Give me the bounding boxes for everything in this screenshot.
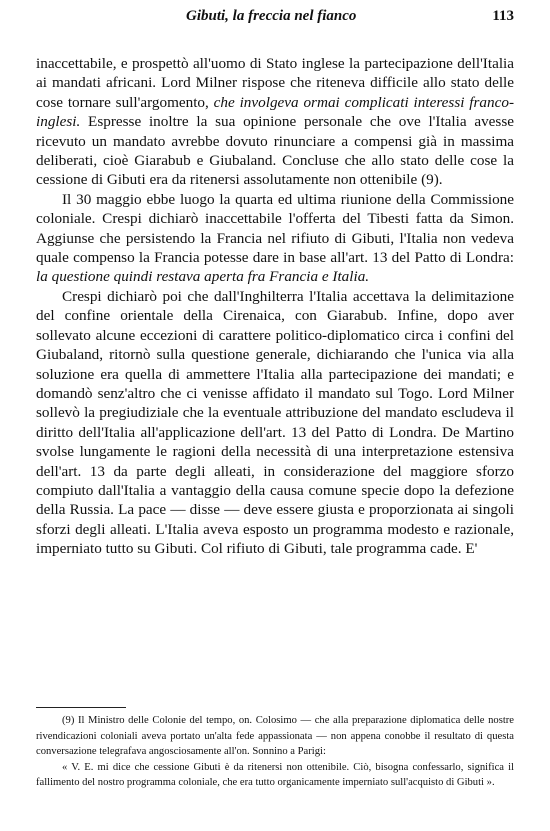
paragraph-3: [36, 287, 514, 559]
paragraph-1-text-end: Espresse inoltre la sua opinione personale che ove l'Italia avesse ricevuto un mandato avrebbe dovuto rinunciare a compensi già in massima deliberati, cioè Giarabub e Giubaland. Concluse che allo stato delle cose la cessione di Gibuti era da ritenersi assolutamente non ottenibile (9).: [36, 113, 514, 189]
page-header: [36, 8, 514, 32]
footnote-9-quote: « V. E. mi dice che cessione Gibuti è da ritenersi non ottenibile. Ciò, bisogna confessarlo, significa il fallimento del nostro programma coloniale, che era tutto organicamente imperniato sull'acquisto di Gibuti ».: [36, 761, 514, 788]
paragraph-1-italic: che involgeva ormai complicati interessi franco-inglesi.: [36, 93, 514, 131]
paragraph-1: [36, 54, 514, 190]
body-text: [36, 54, 514, 559]
paragraph-3-text: Crespi dichiarò poi che dall'Inghilterra l'Italia accettava la delimitazione del confine orientale della Cirenaica, con Giarabub. Infine, dopo aver sollevato alcune eccezioni di carattere politico-diplomatico circa i confini del Giubaland, ritornò sulla questione generale, dichiarando che l'unica via alla soluzione era quella di ammettere l'Italia alla partecipazione dei mandati; e domandò senz'altro che ci venisse affidato il mandato sul Togo. Lord Milner sollevò la pregiudiziale che la eventuale attribuzione del mandato escludeva il diritto dell'Italia all'applicazione dell'art. 13 del Patto di Londra. De Martino svolse lungamente le ragioni della necessità di una interpretazione estensiva dell'art. 13 da parte degli alleati, in considerazione del maggiore sforzo compiuto dall'Italia a vantaggio della causa comune specie dopo la defezione della Russia. La pace — disse — deve essere giusta e proporzionata ai singoli sforzi degli alleati. L'Italia aveva esposto un programma modesto e razionale, imperniato tutto su Gibuti. Col rifiuto di Gibuti, tale programma cade. E': [36, 287, 514, 558]
paragraph-2-italic: la questione quindi restava aperta fra Francia e Italia.: [36, 268, 370, 286]
paragraph-1-text: inaccettabile, e prospettò all'uomo di Stato inglese la partecipazione dell'Italia ai mandati africani. Lord Milner rispose che riteneva difficile allo stato delle cose tornare sull'argomento,: [36, 55, 514, 111]
page-number: 113: [492, 8, 514, 24]
footnote-9: (9) Il Ministro delle Colonie del tempo, on. Colosimo — che alla preparazione diplomatica delle nostre rivendicazioni coloniali aveva portato un'alta fede appassionata — non appena conobbe il resultato di questa conversazione telegrafava angosciosamente all'on. Sonnino a Parigi:: [36, 715, 514, 757]
paragraph-2-text: Il 30 maggio ebbe luogo la quarta ed ultima riunione della Commissione coloniale. Crespi dichiarò inaccettabile l'offerta del Tibesti fatta da Simon. Aggiunse che persistendo la Francia nel rifiuto di Gibuti, l'Italia non vedeva quale compenso la Francia potesse dare in base all'art. 13 del Patto di Londra:: [36, 190, 514, 267]
footnotes: [36, 713, 514, 791]
footnote-rule: [36, 707, 126, 708]
running-title: Gibuti, la freccia nel fianco: [186, 8, 357, 24]
paragraph-2: [36, 190, 514, 287]
